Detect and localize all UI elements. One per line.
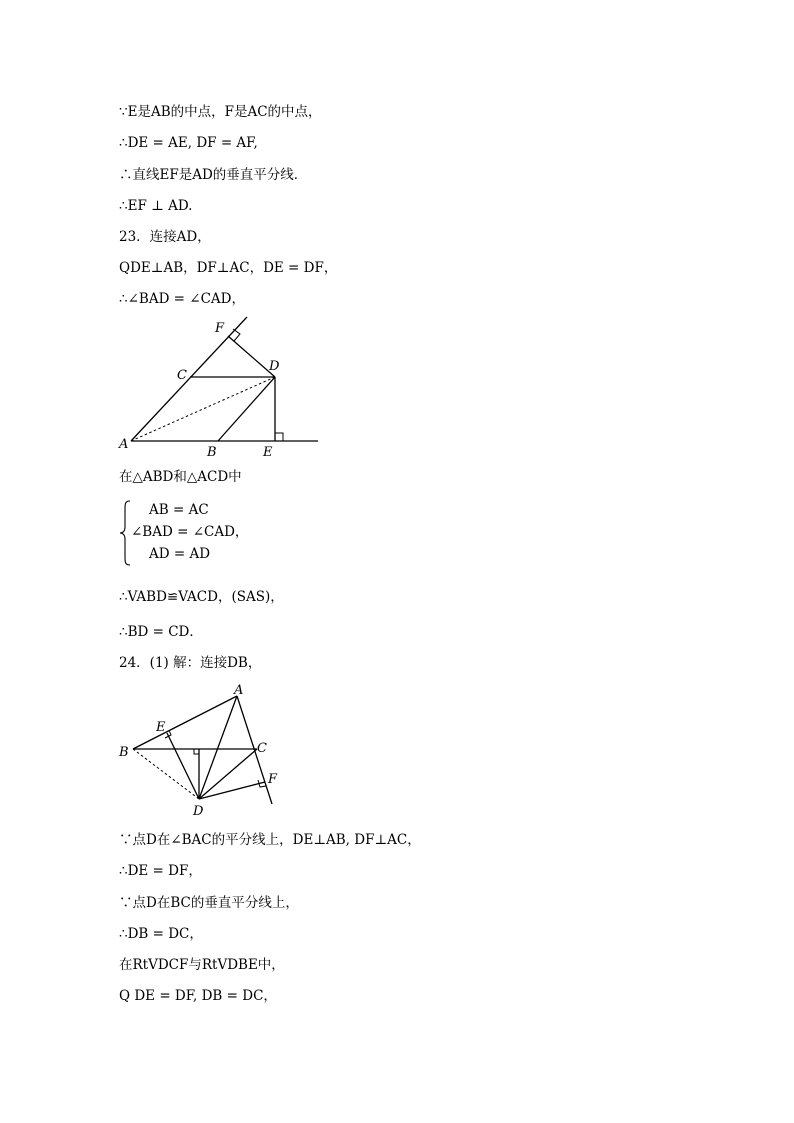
line-14: ∵点D在BC的垂直平分线上，: [119, 895, 299, 911]
fig2-label-f: F: [268, 772, 278, 787]
line-16: 在RtVDCF与RtVDBE中，: [119, 957, 285, 973]
line-15: ∴DB = DC，: [119, 926, 203, 942]
fig2-right-angle-mid: [194, 749, 199, 754]
fig1-line-a-extension: [131, 317, 247, 441]
equation-system: [119, 500, 319, 566]
line-6: QDE⊥AB，DF⊥AC，DE = DF，: [119, 260, 338, 276]
fig2-label-e: E: [156, 720, 166, 735]
line-1: ∵E是AB的中点，F是AC的中点，: [119, 104, 322, 120]
fig1-label-d: D: [269, 359, 280, 374]
line-17: Q DE = DF, DB = DC，: [119, 988, 277, 1004]
fig2-line-ab: [133, 696, 237, 749]
system-line-1: AB = AC: [149, 502, 209, 518]
line-5: 23．连接AD，: [119, 229, 211, 245]
fig1-label-c: C: [177, 368, 187, 383]
line-11: 24．(1) 解：连接DB，: [119, 655, 262, 671]
figure-2: [115, 682, 290, 820]
fig2-label-a: A: [234, 683, 244, 698]
line-8: 在△ABD和△ACD中: [119, 469, 242, 485]
line-13: ∴DE = DF，: [119, 863, 202, 879]
system-line-2: ∠BAD = ∠CAD，: [131, 524, 249, 540]
fig1-label-e: E: [263, 445, 273, 460]
fig2-label-d: D: [193, 804, 204, 819]
fig1-label-b: B: [207, 445, 217, 460]
line-12: ∵点D在∠BAC的平分线上，DE⊥AB, DF⊥AC，: [119, 832, 421, 848]
fig2-line-db-dashed: [133, 749, 199, 799]
fig2-label-c: C: [257, 741, 267, 756]
system-line-3: AD = AD: [149, 546, 211, 562]
line-7: ∴∠BAD = ∠CAD，: [119, 291, 246, 307]
fig1-label-f: F: [215, 321, 225, 336]
fig1-line-df: [228, 336, 275, 377]
fig1-right-angle-e: [275, 433, 283, 441]
fig2-line-de: [167, 733, 199, 799]
line-3: ∴直线EF是AD的垂直平分线．: [119, 167, 308, 183]
line-4: ∴EF ⊥ AD.: [119, 198, 193, 214]
fig2-label-b: B: [119, 745, 129, 760]
line-10: ∴BD = CD．: [119, 624, 203, 640]
fig1-line-ad-dashed: [131, 377, 275, 441]
line-9: ∴VABD≌VACD，(SAS)，: [119, 589, 284, 605]
figure-1: [115, 315, 330, 460]
fig1-line-bd: [218, 377, 275, 441]
fig2-line-ad: [199, 696, 237, 799]
line-2: ∴DE = AE, DF = AF,: [119, 135, 258, 151]
fig1-label-a: A: [119, 437, 129, 452]
